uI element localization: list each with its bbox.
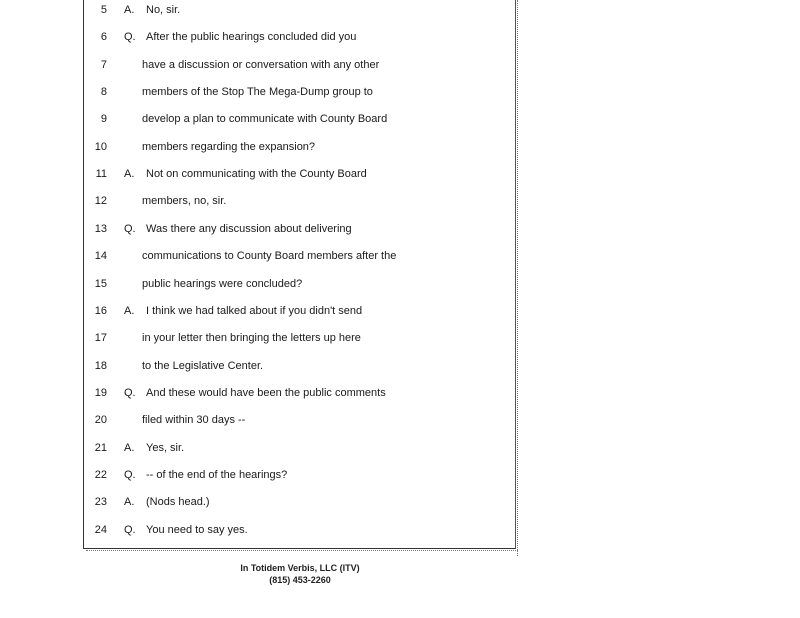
transcript-line [84,109,517,129]
transcript-line [84,356,517,376]
line-number: 20 [94,414,107,427]
line-text: After the public hearings concluded did you [146,31,357,44]
speaker-label: A. [124,441,135,454]
transcript-line [84,438,517,458]
line-number: 12 [94,195,107,208]
line-text: No, sir. [146,4,181,16]
line-number: 7 [100,58,107,71]
line-number: 21 [94,441,107,454]
transcript-line [84,0,517,20]
transcript-line [84,328,517,348]
transcript-line [84,274,517,294]
transcript-line [84,55,517,75]
transcript-line [84,82,517,102]
line-number: 19 [94,386,107,399]
line-number: 17 [94,332,107,345]
speaker-label: A. [124,4,135,16]
transcript-line [84,520,517,540]
line-number: 15 [94,277,107,290]
line-text: Yes, sir. [146,441,185,454]
line-text: -- of the end of the hearings? [146,468,288,481]
line-text: communications to County Board members after the [142,250,397,263]
page-edge-bottom [86,550,518,554]
line-number: 23 [94,496,107,509]
line-number: 24 [94,523,107,536]
speaker-label: Q. [124,386,136,399]
speaker-label: A. [124,304,135,317]
line-text: And these would have been the public comments [146,386,386,399]
transcript-line [84,492,517,512]
line-number: 9 [100,113,107,126]
page-edge-right [517,0,521,556]
line-text: in your letter then bringing the letters up here [142,332,361,345]
line-text: have a discussion or conversation with any other [142,58,380,71]
line-number: 16 [94,304,107,317]
line-number: 22 [94,468,107,481]
line-text: I think we had talked about if you didn't send [146,304,363,317]
line-text: filed within 30 days -- [142,414,246,427]
line-text: You need to say yes. [146,523,248,536]
line-number: 18 [94,359,107,372]
line-text: (Nods head.) [146,496,210,509]
speaker-label: Q. [124,222,136,235]
transcript-line [84,301,517,321]
line-number: 8 [100,86,107,99]
transcript-line [84,137,517,157]
footer-phone: (815) 453-2260 [269,575,331,585]
transcript-line [84,465,517,485]
line-text: Was there any discussion about delivering [146,222,352,235]
line-text: public hearings were concluded? [142,277,303,290]
transcript-line [84,410,517,430]
line-number: 6 [100,31,107,44]
speaker-label: A. [124,168,135,181]
transcript-line [84,246,517,266]
speaker-label: Q. [124,523,136,536]
line-text: develop a plan to communicate with County Board [142,113,388,126]
speaker-label: Q. [124,31,136,44]
transcript-line [84,164,517,184]
line-number: 13 [94,222,107,235]
transcript-box [83,0,516,549]
line-text: members of the Stop The Mega-Dump group to [142,86,373,99]
speaker-label: A. [124,496,135,509]
line-number: 5 [100,4,107,16]
transcript-line [84,191,517,211]
line-text: to the Legislative Center. [142,359,264,372]
transcript-line [84,219,517,239]
line-text: members, no, sir. [142,195,227,208]
transcript-line [84,27,517,47]
footer-company: In Totidem Verbis, LLC (ITV) [240,563,360,573]
transcript-line [84,383,517,403]
line-number: 10 [94,140,107,153]
line-number: 14 [94,250,107,263]
line-text: members regarding the expansion? [142,140,316,153]
line-number: 11 [95,168,107,181]
line-text: Not on communicating with the County Board [146,168,367,181]
speaker-label: Q. [124,468,136,481]
